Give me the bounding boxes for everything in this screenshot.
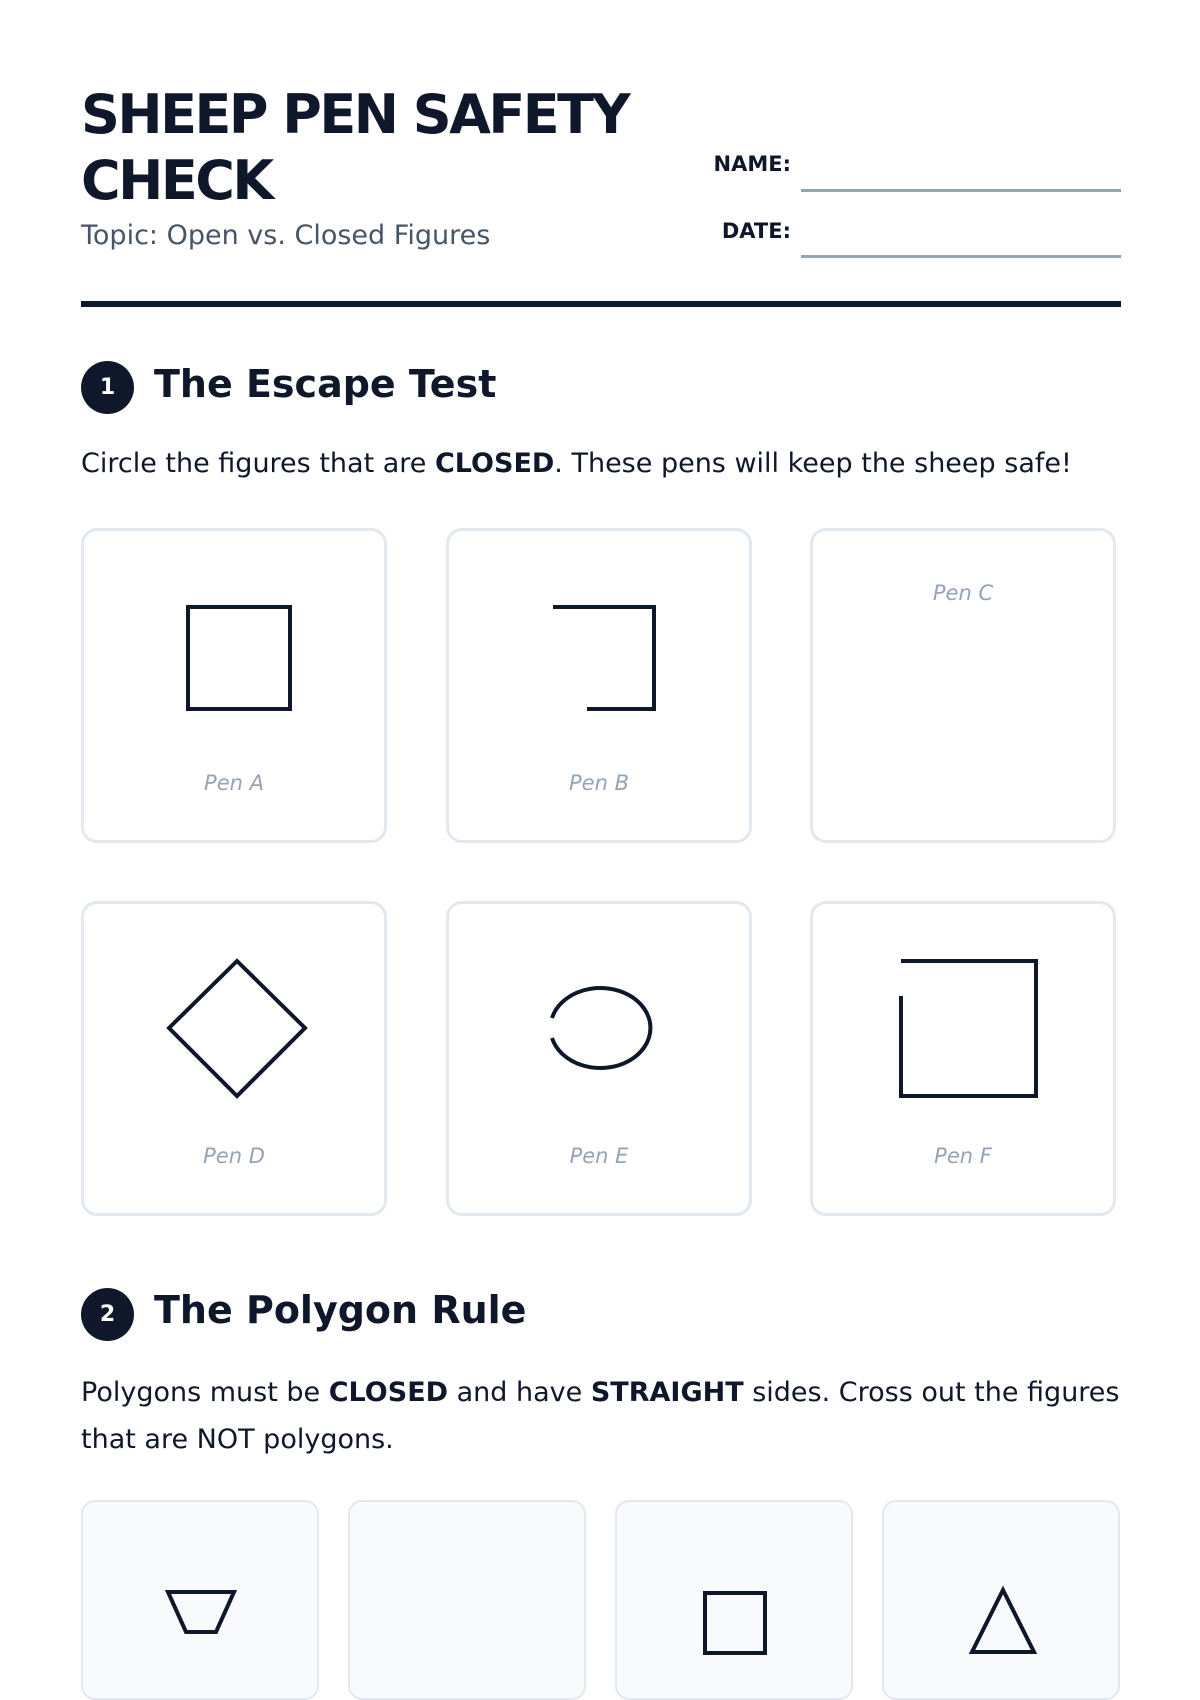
instruction-emphasis: CLOSED: [328, 1377, 449, 1408]
inverted-trapezoid-figure: [83, 1502, 319, 1700]
pen-f-label: Pen F: [934, 1144, 992, 1168]
polygon-card-1[interactable]: [81, 1500, 319, 1700]
section-1-number-badge: 1: [81, 361, 134, 414]
pen-e-card[interactable]: [446, 901, 752, 1216]
square-figure: [617, 1502, 853, 1700]
pen-e-label: Pen E: [569, 1144, 629, 1168]
name-label: NAME:: [713, 152, 791, 176]
closed-square-figure: [84, 531, 390, 846]
date-label: DATE:: [721, 219, 791, 243]
pen-b-label: Pen B: [569, 771, 629, 795]
triangle-figure: [884, 1502, 1120, 1700]
topic-subtitle: Topic: Open vs. Closed Figures: [81, 220, 491, 251]
pen-d-card[interactable]: [81, 901, 387, 1216]
instruction-text: Polygons must be: [81, 1377, 329, 1408]
pen-f-card[interactable]: [810, 901, 1116, 1216]
pen-b-card[interactable]: [446, 528, 752, 843]
instruction-emphasis: CLOSED: [434, 448, 555, 479]
polygon-card-3[interactable]: [615, 1500, 853, 1700]
closed-diamond-figure: [84, 904, 390, 1219]
date-input-line[interactable]: [801, 255, 1121, 258]
section-1-instructions: [81, 440, 1121, 487]
worksheet-title: SHEEP PEN SAFETY CHECK: [81, 83, 629, 212]
worksheet-page: [81, 0, 1121, 1600]
pen-a-card[interactable]: [81, 528, 387, 843]
instruction-text: sides. Cross out the figures that are NOT polygons.: [81, 1377, 1120, 1455]
pen-c-label: Pen C: [932, 581, 994, 605]
section-1-title: The Escape Test: [154, 362, 497, 406]
section-2-title: The Polygon Rule: [154, 1288, 527, 1332]
instruction-text: Circle the figures that are: [81, 448, 435, 479]
instruction-emphasis: STRAIGHT: [590, 1377, 744, 1408]
name-input-line[interactable]: [801, 189, 1121, 192]
instruction-text: . These pens will keep the sheep safe!: [554, 448, 1072, 479]
polygon-card-4[interactable]: [882, 1500, 1120, 1700]
instruction-text: and have: [448, 1377, 591, 1408]
open-oval-figure: [449, 904, 755, 1219]
pen-d-label: Pen D: [203, 1144, 265, 1168]
open-bracket-figure: [449, 531, 755, 846]
polygon-card-2[interactable]: [348, 1500, 586, 1700]
worksheet-header: [81, 82, 1121, 312]
pen-c-card[interactable]: [810, 528, 1116, 843]
section-2-instructions: [81, 1369, 1121, 1463]
header-divider: [81, 301, 1121, 307]
section-2-number-badge: 2: [81, 1288, 134, 1341]
open-square-figure: [813, 904, 1119, 1219]
pen-a-label: Pen A: [204, 771, 264, 795]
